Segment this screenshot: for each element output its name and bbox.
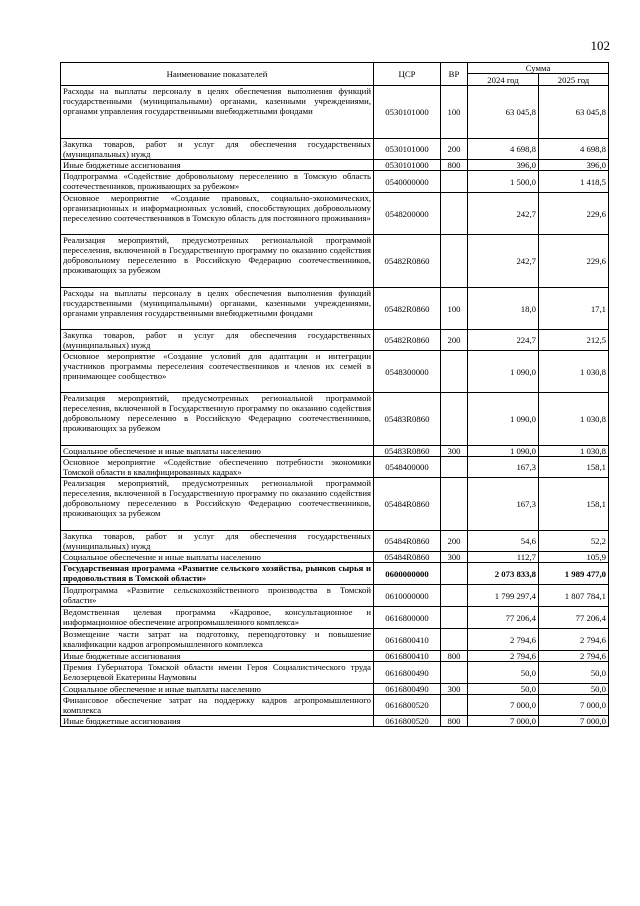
row-2025: 1 030,8 <box>539 446 609 457</box>
row-2025: 50,0 <box>539 684 609 695</box>
table-row <box>61 446 609 457</box>
row-2024: 50,0 <box>468 684 539 695</box>
row-name: Подпрограмма «Развитие сельскохозяйственного производства в Томской области» <box>61 585 374 607</box>
row-2024: 4 698,8 <box>468 139 539 160</box>
row-name: Премия Губернатора Томской области имени Героя Социалистического труда Белозерцевой Екатерины Наумовны <box>61 662 374 684</box>
row-vr <box>441 193 468 235</box>
row-2025: 50,0 <box>539 662 609 684</box>
row-2025: 7 000,0 <box>539 695 609 716</box>
row-name: Расходы на выплаты персоналу в целях обеспечения выполнения функций государственными (муниципальными) органами, казенными учреждениями, органами управления государственными внебюджетными фондами <box>61 86 374 139</box>
row-csr: 05483R0860 <box>374 446 441 457</box>
row-name: Закупка товаров, работ и услуг для обеспечения государственных (муниципальных) нужд <box>61 330 374 351</box>
row-vr: 800 <box>441 716 468 727</box>
table-row <box>61 478 609 531</box>
row-2024: 242,7 <box>468 235 539 288</box>
header-year-2024: 2024 год <box>468 74 539 86</box>
row-2024: 167,3 <box>468 478 539 531</box>
row-csr: 0616800520 <box>374 716 441 727</box>
row-name: Финансовое обеспечение затрат на поддержку кадров агропромышленного комплекса <box>61 695 374 716</box>
row-2025: 1 807 784,1 <box>539 585 609 607</box>
table-row <box>61 552 609 563</box>
table-row <box>61 531 609 552</box>
row-2024: 167,3 <box>468 457 539 478</box>
row-2024: 2 794,6 <box>468 629 539 651</box>
row-2024: 2 073 833,8 <box>468 563 539 585</box>
table-row <box>61 171 609 193</box>
row-name: Социальное обеспечение и иные выплаты населению <box>61 684 374 695</box>
row-vr <box>441 235 468 288</box>
row-2024: 77 206,4 <box>468 607 539 629</box>
row-vr: 300 <box>441 552 468 563</box>
header-name: Наименование показателей <box>61 63 374 86</box>
row-2025: 229,6 <box>539 235 609 288</box>
table-row <box>61 662 609 684</box>
row-csr: 0530101000 <box>374 139 441 160</box>
row-csr: 05482R0860 <box>374 288 441 330</box>
row-csr: 0616800520 <box>374 695 441 716</box>
table-row <box>61 629 609 651</box>
row-vr: 800 <box>441 160 468 171</box>
row-2025: 63 045,8 <box>539 86 609 139</box>
row-2025: 17,1 <box>539 288 609 330</box>
row-2024: 224,7 <box>468 330 539 351</box>
row-csr: 0616800000 <box>374 607 441 629</box>
row-vr: 200 <box>441 531 468 552</box>
table-row <box>61 288 609 330</box>
row-2025: 105,9 <box>539 552 609 563</box>
row-2025: 4 698,8 <box>539 139 609 160</box>
row-name: Иные бюджетные ассигнования <box>61 651 374 662</box>
row-vr <box>441 607 468 629</box>
header-sum: Сумма <box>468 63 609 74</box>
row-2025: 1 418,5 <box>539 171 609 193</box>
row-vr <box>441 695 468 716</box>
row-2025: 212,5 <box>539 330 609 351</box>
row-vr <box>441 629 468 651</box>
row-csr: 05482R0860 <box>374 330 441 351</box>
row-vr <box>441 662 468 684</box>
row-csr: 0616800490 <box>374 662 441 684</box>
row-name: Ведомственная целевая программа «Кадровое, консультационное и информационное обеспечение агропромышленного комплекса» <box>61 607 374 629</box>
row-vr: 100 <box>441 86 468 139</box>
row-2025: 52,2 <box>539 531 609 552</box>
header-csr: ЦСР <box>374 63 441 86</box>
row-vr <box>441 457 468 478</box>
row-csr: 0616800410 <box>374 651 441 662</box>
header-year-2025: 2025 год <box>539 74 609 86</box>
row-vr: 300 <box>441 684 468 695</box>
row-2025: 77 206,4 <box>539 607 609 629</box>
row-name: Закупка товаров, работ и услуг для обеспечения государственных (муниципальных) нужд <box>61 139 374 160</box>
table-row <box>61 684 609 695</box>
table-row <box>61 457 609 478</box>
page-number: 102 <box>590 38 610 53</box>
row-vr <box>441 478 468 531</box>
row-2025: 2 794,6 <box>539 629 609 651</box>
row-name: Социальное обеспечение и иные выплаты населению <box>61 552 374 563</box>
row-name: Подпрограмма «Содействие добровольному переселению в Томскую область соотечественников, проживающих за рубежом» <box>61 171 374 193</box>
row-csr: 0530101000 <box>374 160 441 171</box>
row-2024: 396,0 <box>468 160 539 171</box>
budget-table <box>60 62 609 727</box>
row-vr: 200 <box>441 330 468 351</box>
row-2024: 7 000,0 <box>468 716 539 727</box>
row-2024: 63 045,8 <box>468 86 539 139</box>
table-row <box>61 330 609 351</box>
row-name: Возмещение части затрат на подготовку, переподготовку и повышение квалификации кадров агропромышленного комплекса <box>61 629 374 651</box>
table-row <box>61 563 609 585</box>
row-csr: 0616800490 <box>374 684 441 695</box>
row-csr: 05483R0860 <box>374 393 441 446</box>
row-csr: 0530101000 <box>374 86 441 139</box>
row-2025: 1 989 477,0 <box>539 563 609 585</box>
row-name: Государственная программа «Развитие сельского хозяйства, рынков сырья и продовольствия в Томской области» <box>61 563 374 585</box>
table-row <box>61 193 609 235</box>
row-2025: 7 000,0 <box>539 716 609 727</box>
row-csr: 0548300000 <box>374 351 441 393</box>
row-name: Социальное обеспечение и иные выплаты населению <box>61 446 374 457</box>
table-row <box>61 351 609 393</box>
row-2024: 1 799 297,4 <box>468 585 539 607</box>
row-csr: 0548400000 <box>374 457 441 478</box>
row-name: Реализация мероприятий, предусмотренных региональной программой переселения, включенной в Государственную программу по оказанию содействия добровольному переселению в Российскую Федерацию соотечественников, проживающих за рубежом <box>61 478 374 531</box>
row-csr: 0540000000 <box>374 171 441 193</box>
row-2024: 1 500,0 <box>468 171 539 193</box>
row-2025: 396,0 <box>539 160 609 171</box>
row-csr: 05484R0860 <box>374 478 441 531</box>
row-csr: 0610000000 <box>374 585 441 607</box>
row-name: Расходы на выплаты персоналу в целях обеспечения выполнения функций государственными (муниципальными) органами, казенными учреждениями, органами управления государственными внебюджетными фондами <box>61 288 374 330</box>
row-2025: 1 030,8 <box>539 351 609 393</box>
table-row <box>61 86 609 139</box>
row-name: Иные бюджетные ассигнования <box>61 716 374 727</box>
row-2024: 1 090,0 <box>468 393 539 446</box>
row-name: Закупка товаров, работ и услуг для обеспечения государственных (муниципальных) нужд <box>61 531 374 552</box>
table-row <box>61 393 609 446</box>
row-vr <box>441 351 468 393</box>
row-csr: 05484R0860 <box>374 552 441 563</box>
row-2024: 18,0 <box>468 288 539 330</box>
row-csr: 0600000000 <box>374 563 441 585</box>
row-2024: 54,6 <box>468 531 539 552</box>
row-csr: 05484R0860 <box>374 531 441 552</box>
table-row <box>61 651 609 662</box>
row-name: Основное мероприятие «Создание правовых, социально-экономических, организационных и информационных условий, способствующих добровольному переселению соотечественников в Томскую область для постоянного проживания» <box>61 193 374 235</box>
row-vr <box>441 171 468 193</box>
row-vr: 800 <box>441 651 468 662</box>
row-name: Реализация мероприятий, предусмотренных региональной программой переселения, включенной в Государственную программу по оказанию содействия добровольному переселению в Российскую Федерацию соотечественников, проживающих за рубежом <box>61 393 374 446</box>
row-2024: 242,7 <box>468 193 539 235</box>
row-2024: 1 090,0 <box>468 446 539 457</box>
table-row <box>61 585 609 607</box>
row-csr: 0548200000 <box>374 193 441 235</box>
row-name: Основное мероприятие «Создание условий для адаптации и интеграции участников программы переселения соотечественников и членов их семей в принимающее сообщество» <box>61 351 374 393</box>
row-vr: 300 <box>441 446 468 457</box>
row-2025: 158,1 <box>539 478 609 531</box>
table-row <box>61 607 609 629</box>
row-vr <box>441 393 468 446</box>
row-2024: 1 090,0 <box>468 351 539 393</box>
table-row <box>61 695 609 716</box>
row-2024: 7 000,0 <box>468 695 539 716</box>
row-2025: 229,6 <box>539 193 609 235</box>
row-vr <box>441 563 468 585</box>
row-csr: 0616800410 <box>374 629 441 651</box>
row-name: Реализация мероприятий, предусмотренных региональной программой переселения, включенной в Государственную программу по оказанию содействия добровольному переселению в Российскую Федерацию соотечественников, проживающих за рубежом <box>61 235 374 288</box>
table-row <box>61 716 609 727</box>
row-2025: 1 030,8 <box>539 393 609 446</box>
row-vr <box>441 585 468 607</box>
table-row <box>61 139 609 160</box>
row-2024: 50,0 <box>468 662 539 684</box>
row-2024: 112,7 <box>468 552 539 563</box>
row-2025: 158,1 <box>539 457 609 478</box>
table-row <box>61 235 609 288</box>
row-csr: 05482R0860 <box>374 235 441 288</box>
table-row <box>61 160 609 171</box>
row-name: Иные бюджетные ассигнования <box>61 160 374 171</box>
header-vr: ВР <box>441 63 468 86</box>
row-2024: 2 794,6 <box>468 651 539 662</box>
row-2025: 2 794,6 <box>539 651 609 662</box>
row-name: Основное мероприятие «Содействие обеспечению потребности экономики Томской области в квалифицированных кадрах» <box>61 457 374 478</box>
row-vr: 200 <box>441 139 468 160</box>
row-vr: 100 <box>441 288 468 330</box>
